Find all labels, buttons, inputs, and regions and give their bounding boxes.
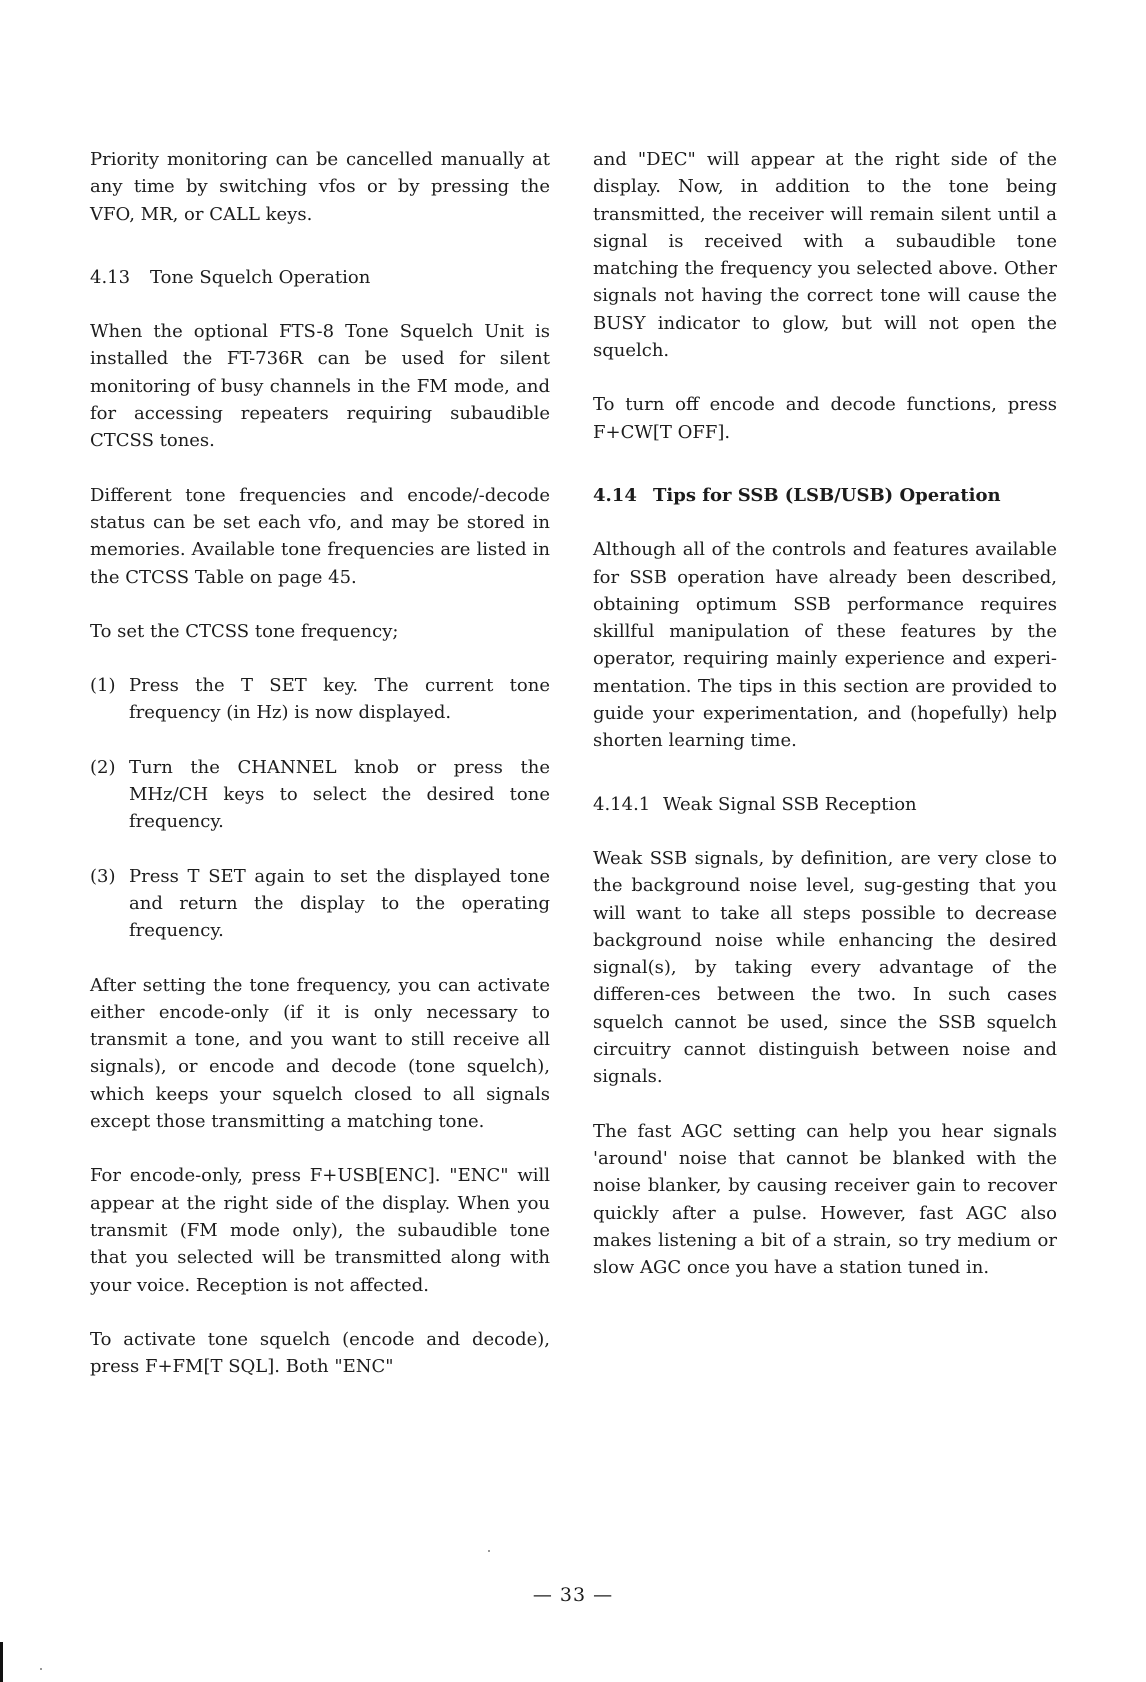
priority-cancel-paragraph: Priority monitoring can be cancelled manually at any time by switching vfos or by pressing the VFO, MR, or CALL keys. (90, 149, 550, 225)
tone-squelch-activate-paragraph: To activate tone squelch (encode and decode), press F+FM[T SQL]. Both "ENC" (90, 1328, 550, 1378)
left-column (90, 146, 550, 1407)
step-number: (1) (90, 675, 116, 697)
section-number: 4.14.1 (593, 793, 651, 815)
section-number: 4.13 (90, 266, 131, 288)
section-number: 4.14 (593, 484, 637, 506)
right-column (593, 146, 1057, 1308)
scan-speck (488, 1550, 490, 1552)
step-number: (2) (90, 756, 116, 778)
scan-speck (40, 1668, 42, 1670)
section-title: Weak Signal SSB Reception (663, 793, 917, 815)
section-heading-4-13 (90, 264, 550, 291)
section-heading-4-14 (593, 482, 1057, 509)
encode-only-paragraph: For encode-only, press F+USB[ENC]. "ENC" will appear at the right side of the display. When you transmit (FM mode only), the subaudible tone that you selected will be transmitted along with your voice. Reception is not affected. (90, 1165, 550, 1296)
section-title: Tone Squelch Operation (150, 266, 371, 288)
ssb-tips-paragraph: Although all of the controls and features available for SSB operation have already been described, obtaining optimum SSB performance requires skillful manipulation of these features by the operator, requiring mainly experience and experi-mentation. The tips in this section are provided to guide your experimentation, and (hopefully) help shorten learning time. (593, 539, 1057, 752)
scan-edge-mark (0, 1642, 3, 1682)
turn-off-encode-paragraph: To turn off encode and decode functions, press F+CW[T OFF]. (593, 394, 1057, 443)
weak-signal-paragraph: Weak SSB signals, by definition, are very close to the background noise level, sug-gesting that you will want to take all steps possible to decrease background noise while enhancing the desired signal(s), by taking every advantage of the differen-ces between the two. In such cases squelch cannot be used, since the SSB squelch circuitry cannot distinguish between noise and signals. (593, 847, 1057, 1088)
tone-squelch-intro-paragraph: When the optional FTS-8 Tone Squelch Unit is installed the FT-736R can be used for silent monitoring of busy channels in the FM mode, and for accessing repeaters requiring subaudible CTCSS tones. (90, 321, 550, 452)
step-number: (3) (90, 865, 116, 887)
fast-agc-paragraph: The fast AGC setting can help you hear signals 'around' noise that cannot be blanked with the noise blanker, by causing receiver gain to recover quickly after a pulse. However, fast AGC also makes listening a bit of a strain, so try medium or slow AGC once you have a station tuned in. (593, 1120, 1057, 1279)
encode-decode-paragraph: After setting the tone frequency, you can activate either encode-only (if it is only necessary to transmit a tone, and you want to still receive all signals), or encode and decode (tone squelch), which keeps your squelch closed to all signals except those transmitting a matching tone. (90, 974, 550, 1133)
step-text: Turn the CHANNEL knob or press the MHz/CH keys to select the desired tone frequency. (129, 756, 550, 833)
step-item (90, 672, 550, 727)
step-text: Press T SET again to set the displayed tone and return the display to the operating frequency. (129, 865, 550, 942)
step-item (90, 754, 550, 836)
step-item (90, 863, 550, 945)
dec-display-paragraph: and "DEC" will appear at the right side of the display. Now, in addition to the tone being transmitted, the receiver will remain silent until a signal is received with a subaudible tone matching the frequency you selected above. Other signals not having the correct tone will cause the BUSY indicator to glow, but will not open the squelch. (593, 149, 1057, 362)
tone-frequencies-paragraph: Different tone frequencies and encode/-decode status can be set each vfo, and may be stored in memories. Available tone frequencies are listed in the CTCSS Table on page 45. (90, 484, 550, 588)
page-number: — 33 — (532, 1584, 614, 1606)
section-title: Tips for SSB (LSB/USB) Operation (653, 484, 1001, 506)
set-ctcss-paragraph: To set the CTCSS tone frequency; (90, 620, 399, 642)
step-text: Press the T SET key. The current tone frequency (in Hz) is now displayed. (129, 675, 550, 724)
section-heading-4-14-1 (593, 791, 1057, 818)
